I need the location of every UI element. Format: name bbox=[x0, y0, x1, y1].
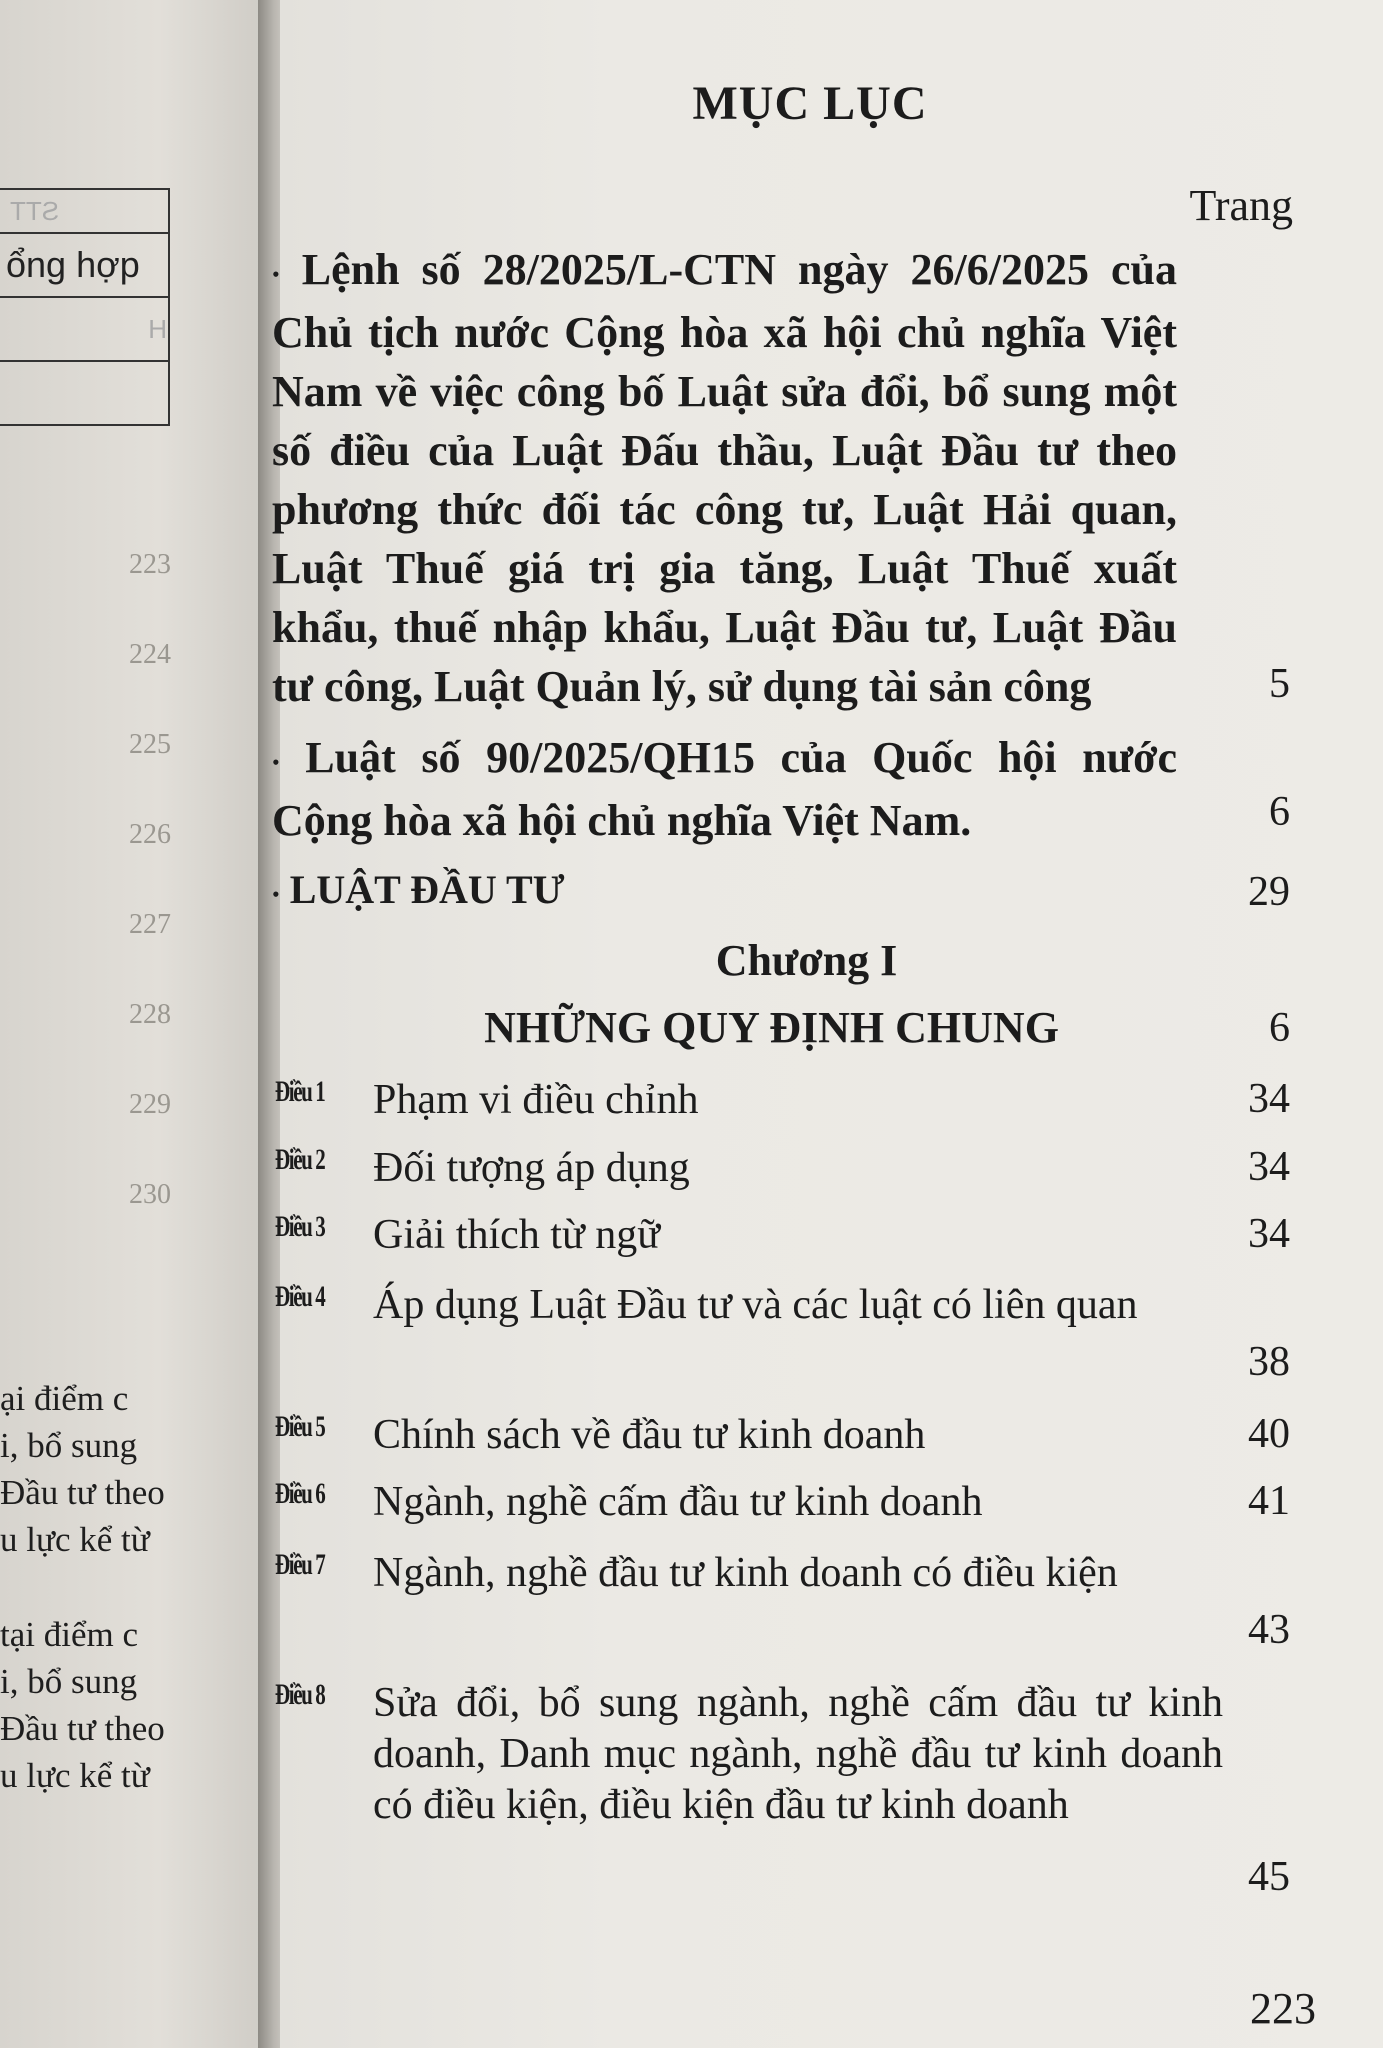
chapter-page-number: 6 bbox=[1269, 1005, 1290, 1051]
entry-page-number: 29 bbox=[1248, 869, 1290, 915]
article-page-number: 45 bbox=[1248, 1854, 1290, 1900]
left-page-faded-numbers bbox=[70, 520, 230, 1240]
article-page-number: 34 bbox=[1248, 1076, 1290, 1122]
entry-page-number: 6 bbox=[1269, 789, 1290, 835]
article-label: Điều 7 bbox=[275, 1548, 325, 1581]
article-page-number: 43 bbox=[1248, 1607, 1290, 1653]
article-page-number: 40 bbox=[1248, 1411, 1290, 1457]
article-title: Áp dụng Luật Đầu tư và các luật có liên quan bbox=[373, 1282, 1138, 1328]
article-label: Điều 3 bbox=[275, 1210, 325, 1243]
entry-title: LUẬT ĐẦU TƯ bbox=[289, 867, 565, 912]
table-cell: H bbox=[0, 297, 169, 361]
toc-entry-text bbox=[272, 728, 1177, 850]
text-line: u lực kể từ bbox=[0, 1756, 150, 1795]
article-label: Điều 2 bbox=[275, 1143, 325, 1176]
faded-number: 228 bbox=[129, 999, 171, 1030]
article-page-number: 41 bbox=[1248, 1478, 1290, 1524]
bullet-icon: • bbox=[272, 749, 280, 775]
text-line: ại điểm c bbox=[0, 1379, 129, 1418]
article-title: Ngành, nghề cấm đầu tư kinh doanh bbox=[373, 1479, 983, 1525]
table-cell bbox=[0, 361, 169, 425]
text-line: tại điểm c bbox=[0, 1615, 139, 1654]
faded-number: 227 bbox=[129, 909, 171, 940]
text-line: Đầu tư theo bbox=[0, 1473, 165, 1512]
table-cell: ổng hợp bbox=[0, 233, 169, 297]
bullet-icon: • bbox=[272, 881, 280, 907]
article-page-number: 38 bbox=[1248, 1339, 1290, 1385]
faded-number: 230 bbox=[129, 1179, 171, 1210]
toc-entry-text bbox=[272, 240, 1177, 716]
article-title: Giải thích từ ngữ bbox=[373, 1212, 660, 1258]
article-title: Đối tượng áp dụng bbox=[373, 1145, 690, 1191]
faded-number: 229 bbox=[129, 1089, 171, 1120]
article-page-number: 34 bbox=[1248, 1211, 1290, 1257]
article-label: Điều 1 bbox=[275, 1075, 325, 1108]
text-line: i, bổ sung bbox=[0, 1426, 138, 1465]
table-cell: STT bbox=[0, 189, 169, 233]
faded-number: 226 bbox=[129, 819, 171, 850]
article-title: Phạm vi điều chỉnh bbox=[373, 1077, 699, 1123]
article-label: Điều 6 bbox=[275, 1477, 325, 1510]
article-label: Điều 8 bbox=[275, 1678, 325, 1711]
toc-entry-text bbox=[272, 860, 1177, 923]
article-title: Ngành, nghề đầu tư kinh doanh có điều kiện bbox=[373, 1550, 1118, 1596]
entry-title: Lệnh số 28/2025/L-CTN ngày 26/6/2025 của Chủ tịch nước Cộng hòa xã hội chủ nghĩa Việt Nam về việc công bố Luật sửa đổi, bổ sung một số điều của Luật Đấu thầu, Luật Đầu tư theo phương thức đối tác công tư, Luật Hải quan, Luật Thuế giá trị gia tăng, Luật Thuế xuất khẩu, thuế nhập khẩu, Luật Đầu tư, Luật Đầu tư công, Luật Quản lý, sử dụng tài sản công bbox=[272, 245, 1177, 712]
faded-number: 225 bbox=[129, 729, 171, 760]
bullet-icon: • bbox=[272, 261, 280, 287]
page-number: 223 bbox=[1250, 1984, 1316, 2033]
entry-title: Luật số 90/2025/QH15 của Quốc hội nước Cộng hòa xã hội chủ nghĩa Việt Nam. bbox=[272, 733, 1177, 846]
left-page-table bbox=[0, 188, 170, 426]
entry-page-number: 5 bbox=[1269, 661, 1290, 707]
left-page-text bbox=[0, 1375, 270, 1799]
article-label: Điều 5 bbox=[275, 1410, 325, 1443]
faded-number: 224 bbox=[129, 639, 171, 670]
article-page-number: 34 bbox=[1248, 1144, 1290, 1190]
article-label: Điều 4 bbox=[275, 1280, 325, 1313]
page-title: MỤC LỤC bbox=[692, 77, 928, 130]
text-line: Đầu tư theo bbox=[0, 1709, 165, 1748]
faded-number: 223 bbox=[129, 549, 171, 580]
right-page bbox=[272, 0, 1383, 2048]
text-line: i, bổ sung bbox=[0, 1662, 138, 1701]
chapter-label: Chương I bbox=[715, 936, 898, 985]
chapter-name: NHỮNG QUY ĐỊNH CHUNG bbox=[484, 1003, 1059, 1052]
article-title: Chính sách về đầu tư kinh doanh bbox=[373, 1412, 926, 1458]
text-line: u lực kể từ bbox=[0, 1520, 150, 1559]
article-title: Sửa đổi, bổ sung ngành, nghề cấm đầu tư kinh doanh, Danh mục ngành, nghề đầu tư kinh doanh có điều kiện, điều kiện đầu tư kinh doanh bbox=[373, 1680, 1223, 1828]
page-column-label: Trang bbox=[1189, 181, 1293, 230]
text-gap bbox=[0, 1563, 270, 1611]
